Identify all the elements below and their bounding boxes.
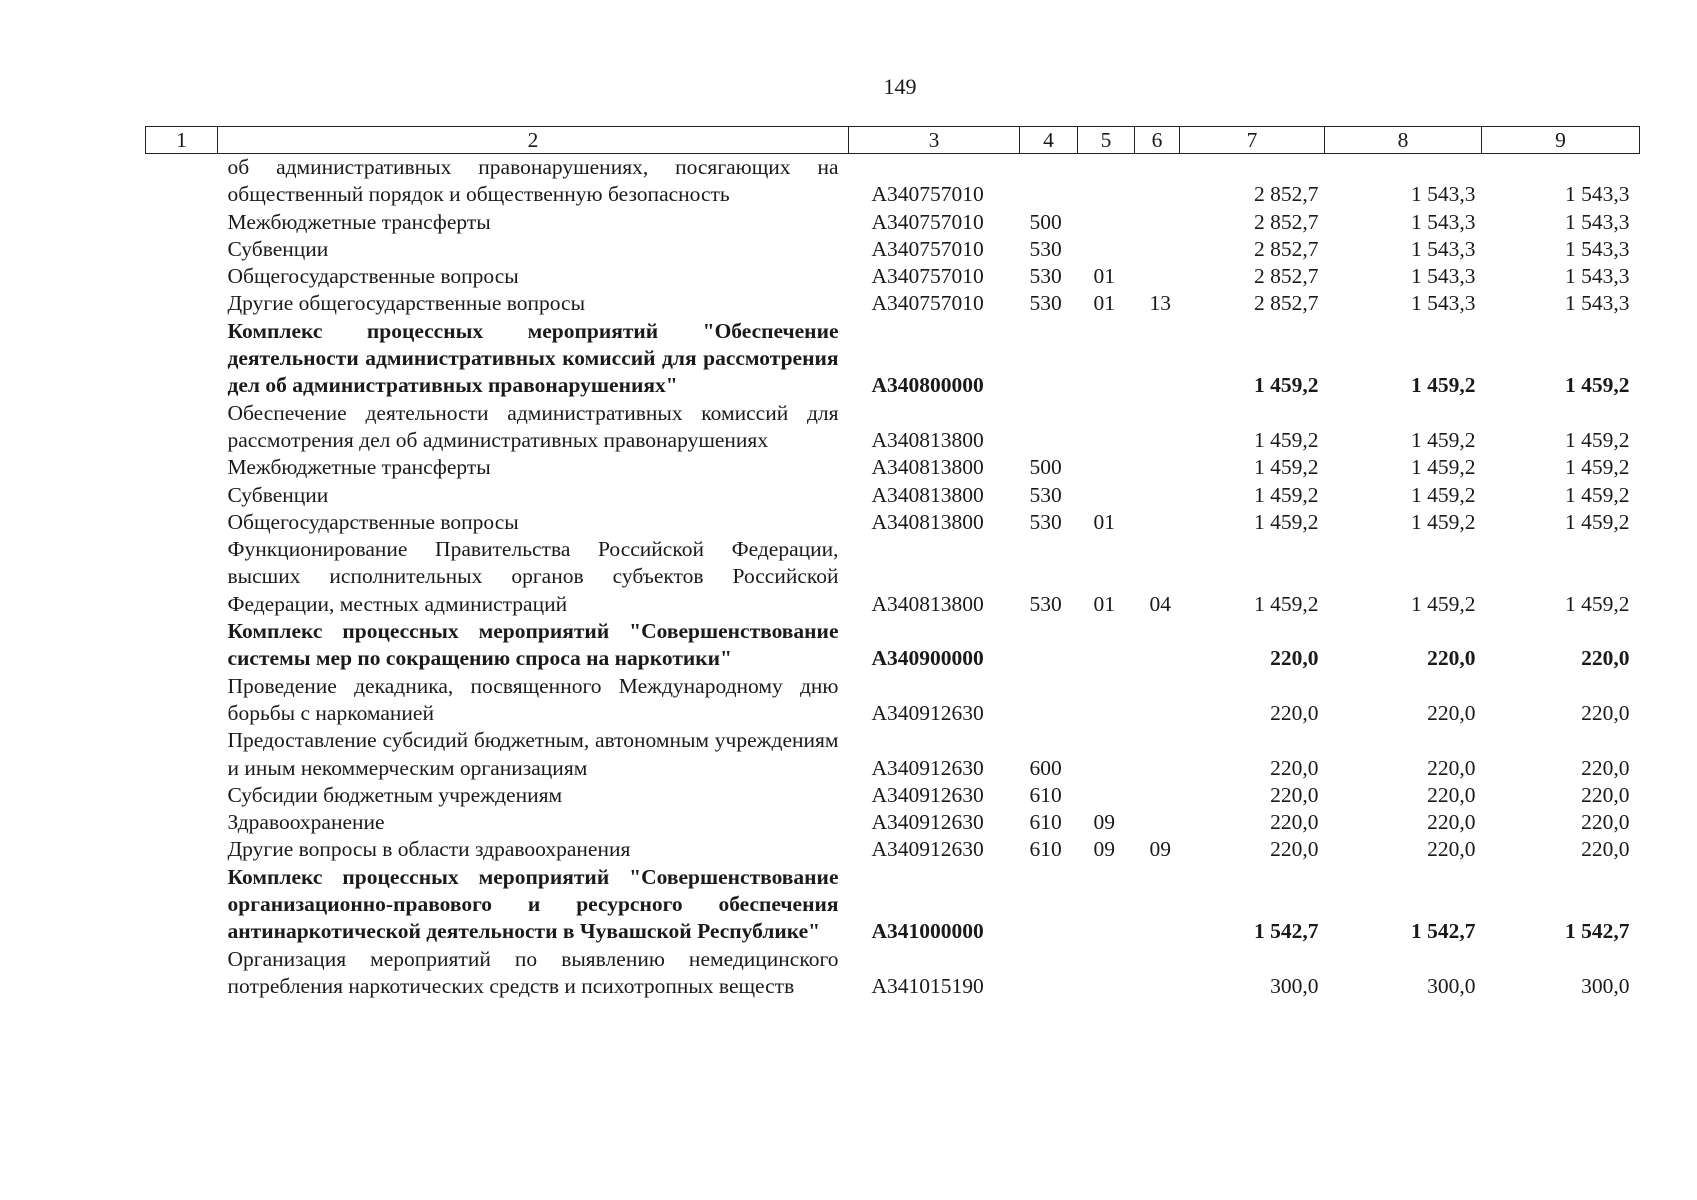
section-code bbox=[1078, 400, 1135, 455]
blank-cell bbox=[146, 290, 218, 317]
amount-year-3: 220,0 bbox=[1581, 700, 1630, 725]
amount-year-1: 2 852,7 bbox=[1254, 291, 1319, 316]
amount-year-1: 220,0 bbox=[1270, 837, 1319, 862]
amount-year-2: 1 459,2 bbox=[1411, 509, 1476, 534]
amount-year-2: 220,0 bbox=[1427, 782, 1476, 807]
table-row bbox=[146, 536, 1640, 618]
section-code: 01 bbox=[1093, 291, 1115, 316]
table-row bbox=[146, 236, 1640, 263]
subsection-code bbox=[1135, 318, 1180, 400]
column-header: 2 bbox=[218, 127, 849, 154]
table-row bbox=[146, 318, 1640, 400]
blank-cell bbox=[146, 946, 218, 1001]
subsection-code bbox=[1135, 673, 1180, 728]
section-code: 01 bbox=[1093, 509, 1115, 534]
target-article-code: А340757010 bbox=[871, 209, 984, 234]
expense-type-code bbox=[1020, 318, 1078, 400]
blank-cell bbox=[146, 154, 218, 209]
table-row bbox=[146, 509, 1640, 536]
subsection-code: 09 bbox=[1149, 837, 1171, 862]
subsection-code bbox=[1135, 782, 1180, 809]
row-name: Субсидии бюджетным учреждениям bbox=[227, 782, 563, 807]
amount-year-2: 1 543,3 bbox=[1411, 209, 1476, 234]
target-article-code: А340912630 bbox=[871, 700, 984, 725]
target-article-code: А340813800 bbox=[871, 591, 984, 616]
table-row bbox=[146, 400, 1640, 455]
expense-type-code bbox=[1020, 673, 1078, 728]
target-article-code: А340813800 bbox=[871, 482, 984, 507]
target-article-code: А340757010 bbox=[871, 264, 984, 289]
table-row bbox=[146, 782, 1640, 809]
row-name: Функционирование Правительства Российской Федерации, высших исполнительных органов субъектов Российской Федерации, местных администраций bbox=[227, 537, 839, 616]
amount-year-1: 300,0 bbox=[1270, 973, 1319, 998]
row-name: об административных правонарушениях, посягающих на общественный порядок и общественную безопасность bbox=[227, 155, 839, 207]
row-name: Субвенции bbox=[227, 482, 329, 507]
expense-type-code: 600 bbox=[1029, 755, 1062, 780]
amount-year-3: 1 543,3 bbox=[1565, 182, 1630, 207]
amount-year-2: 1 543,3 bbox=[1411, 236, 1476, 261]
subsection-code bbox=[1135, 454, 1180, 481]
section-code bbox=[1078, 864, 1135, 946]
row-name: Общегосударственные вопросы bbox=[227, 264, 519, 289]
amount-year-2: 220,0 bbox=[1427, 646, 1476, 671]
amount-year-2: 1 542,7 bbox=[1411, 919, 1476, 944]
column-header: 8 bbox=[1325, 127, 1482, 154]
subsection-code bbox=[1135, 482, 1180, 509]
target-article-code: А340757010 bbox=[871, 182, 984, 207]
blank-cell bbox=[146, 263, 218, 290]
expense-type-code bbox=[1020, 400, 1078, 455]
expense-type-code: 610 bbox=[1029, 810, 1062, 835]
blank-cell bbox=[146, 618, 218, 673]
target-article-code: А340757010 bbox=[871, 236, 984, 261]
table-row bbox=[146, 727, 1640, 782]
amount-year-2: 1 543,3 bbox=[1411, 264, 1476, 289]
section-code: 01 bbox=[1093, 591, 1115, 616]
amount-year-3: 220,0 bbox=[1581, 646, 1630, 671]
row-name: Другие общегосударственные вопросы bbox=[227, 291, 586, 316]
row-name: Комплекс процессных мероприятий "Совершенствование организационно-правового и ресурсного обеспечения антинаркотической деятельности в Чувашской Республике" bbox=[227, 864, 839, 944]
amount-year-1: 1 459,2 bbox=[1254, 427, 1319, 452]
column-header: 1 bbox=[146, 127, 218, 154]
subsection-code bbox=[1135, 509, 1180, 536]
row-name: Комплекс процессных мероприятий "Обеспечение деятельности административных комиссий для рассмотрения дел об административных правонарушениях" bbox=[227, 318, 839, 398]
subsection-code: 13 bbox=[1149, 291, 1171, 316]
row-name: Комплекс процессных мероприятий "Совершенствование системы мер по сокращению спроса на наркотики" bbox=[227, 619, 839, 671]
expense-type-code bbox=[1020, 946, 1078, 1001]
table-row bbox=[146, 809, 1640, 836]
table-row bbox=[146, 836, 1640, 863]
column-header: 5 bbox=[1078, 127, 1135, 154]
amount-year-3: 1 543,3 bbox=[1565, 209, 1630, 234]
expense-type-code: 530 bbox=[1029, 482, 1062, 507]
amount-year-1: 220,0 bbox=[1270, 646, 1319, 671]
table-body bbox=[146, 154, 1640, 1001]
expense-type-code bbox=[1020, 618, 1078, 673]
expense-type-code: 530 bbox=[1029, 291, 1062, 316]
amount-year-2: 1 459,2 bbox=[1411, 427, 1476, 452]
amount-year-2: 1 459,2 bbox=[1411, 373, 1476, 398]
section-code: 09 bbox=[1093, 837, 1115, 862]
subsection-code bbox=[1135, 618, 1180, 673]
table-row bbox=[146, 154, 1640, 209]
expense-type-code: 610 bbox=[1029, 837, 1062, 862]
blank-cell bbox=[146, 536, 218, 618]
column-header: 4 bbox=[1020, 127, 1078, 154]
section-code bbox=[1078, 782, 1135, 809]
subsection-code bbox=[1135, 263, 1180, 290]
table-row bbox=[146, 946, 1640, 1001]
row-name: Предоставление субсидий бюджетным, автономным учреждениям и иным некоммерческим организациям bbox=[227, 728, 839, 780]
column-header: 3 bbox=[849, 127, 1020, 154]
amount-year-3: 220,0 bbox=[1581, 755, 1630, 780]
target-article-code: А340813800 bbox=[871, 455, 984, 480]
section-code bbox=[1078, 727, 1135, 782]
amount-year-1: 1 459,2 bbox=[1254, 591, 1319, 616]
target-article-code: А341000000 bbox=[871, 919, 984, 944]
subsection-code bbox=[1135, 209, 1180, 236]
amount-year-3: 220,0 bbox=[1581, 837, 1630, 862]
row-name: Проведение декадника, посвященного Международному дню борьбы с наркоманией bbox=[227, 673, 839, 725]
expense-type-code: 610 bbox=[1029, 782, 1062, 807]
row-name: Обеспечение деятельности административных комиссий для рассмотрения дел об административных правонарушениях bbox=[227, 400, 839, 452]
expense-type-code: 500 bbox=[1029, 455, 1062, 480]
table-row bbox=[146, 209, 1640, 236]
target-article-code: А340912630 bbox=[871, 755, 984, 780]
amount-year-3: 1 543,3 bbox=[1565, 264, 1630, 289]
subsection-code bbox=[1135, 809, 1180, 836]
subsection-code bbox=[1135, 864, 1180, 946]
table-row bbox=[146, 618, 1640, 673]
subsection-code bbox=[1135, 236, 1180, 263]
section-code bbox=[1078, 454, 1135, 481]
blank-cell bbox=[146, 454, 218, 481]
blank-cell bbox=[146, 509, 218, 536]
blank-cell bbox=[146, 482, 218, 509]
amount-year-1: 1 459,2 bbox=[1254, 455, 1319, 480]
amount-year-1: 220,0 bbox=[1270, 700, 1319, 725]
amount-year-3: 1 543,3 bbox=[1565, 291, 1630, 316]
row-name: Здравоохранение bbox=[227, 810, 385, 835]
blank-cell bbox=[146, 727, 218, 782]
expense-type-code: 530 bbox=[1029, 509, 1062, 534]
target-article-code: А340912630 bbox=[871, 782, 984, 807]
subsection-code bbox=[1135, 154, 1180, 209]
target-article-code: А340912630 bbox=[871, 810, 984, 835]
section-code bbox=[1078, 946, 1135, 1001]
blank-cell bbox=[146, 318, 218, 400]
amount-year-3: 1 459,2 bbox=[1565, 455, 1630, 480]
section-code bbox=[1078, 673, 1135, 728]
target-article-code: А340813800 bbox=[871, 427, 984, 452]
expense-type-code: 530 bbox=[1029, 236, 1062, 261]
table-row bbox=[146, 290, 1640, 317]
amount-year-2: 1 459,2 bbox=[1411, 455, 1476, 480]
table-row bbox=[146, 482, 1640, 509]
amount-year-3: 1 459,2 bbox=[1565, 482, 1630, 507]
amount-year-2: 220,0 bbox=[1427, 700, 1476, 725]
target-article-code: А340757010 bbox=[871, 291, 984, 316]
amount-year-2: 220,0 bbox=[1427, 755, 1476, 780]
amount-year-2: 1 543,3 bbox=[1411, 291, 1476, 316]
expense-type-code: 500 bbox=[1029, 209, 1062, 234]
target-article-code: А341015190 bbox=[871, 973, 984, 998]
section-code bbox=[1078, 482, 1135, 509]
target-article-code: А340813800 bbox=[871, 509, 984, 534]
section-code bbox=[1078, 236, 1135, 263]
blank-cell bbox=[146, 400, 218, 455]
section-code bbox=[1078, 618, 1135, 673]
amount-year-3: 1 543,3 bbox=[1565, 236, 1630, 261]
section-code bbox=[1078, 318, 1135, 400]
budget-table bbox=[145, 126, 1640, 1000]
column-header: 7 bbox=[1180, 127, 1325, 154]
amount-year-1: 2 852,7 bbox=[1254, 264, 1319, 289]
expense-type-code: 530 bbox=[1029, 591, 1062, 616]
amount-year-1: 220,0 bbox=[1270, 782, 1319, 807]
amount-year-3: 1 459,2 bbox=[1565, 427, 1630, 452]
subsection-code bbox=[1135, 727, 1180, 782]
amount-year-2: 300,0 bbox=[1427, 973, 1476, 998]
column-header: 6 bbox=[1135, 127, 1180, 154]
blank-cell bbox=[146, 836, 218, 863]
amount-year-2: 220,0 bbox=[1427, 837, 1476, 862]
expense-type-code: 530 bbox=[1029, 264, 1062, 289]
target-article-code: А340800000 bbox=[871, 373, 984, 398]
row-name: Организация мероприятий по выявлению немедицинского потребления наркотических средств и психотропных веществ bbox=[227, 946, 839, 998]
amount-year-2: 1 543,3 bbox=[1411, 182, 1476, 207]
row-name: Субвенции bbox=[227, 236, 329, 261]
table-row bbox=[146, 864, 1640, 946]
blank-cell bbox=[146, 782, 218, 809]
blank-cell bbox=[146, 209, 218, 236]
amount-year-2: 1 459,2 bbox=[1411, 482, 1476, 507]
page-number: 149 bbox=[883, 74, 917, 99]
target-article-code: А340912630 bbox=[871, 837, 984, 862]
blank-cell bbox=[146, 236, 218, 263]
row-name: Другие вопросы в области здравоохранения bbox=[227, 837, 631, 862]
subsection-code: 04 bbox=[1149, 591, 1171, 616]
amount-year-3: 1 459,2 bbox=[1565, 373, 1630, 398]
expense-type-code bbox=[1020, 154, 1078, 209]
amount-year-2: 220,0 bbox=[1427, 810, 1476, 835]
row-name: Межбюджетные трансферты bbox=[227, 209, 491, 234]
subsection-code bbox=[1135, 400, 1180, 455]
section-code: 09 bbox=[1093, 810, 1115, 835]
amount-year-3: 220,0 bbox=[1581, 810, 1630, 835]
section-code: 01 bbox=[1093, 264, 1115, 289]
section-code bbox=[1078, 209, 1135, 236]
amount-year-1: 1 542,7 bbox=[1254, 919, 1319, 944]
amount-year-3: 300,0 bbox=[1581, 973, 1630, 998]
column-header: 9 bbox=[1482, 127, 1640, 154]
subsection-code bbox=[1135, 946, 1180, 1001]
amount-year-2: 1 459,2 bbox=[1411, 591, 1476, 616]
amount-year-3: 1 542,7 bbox=[1565, 919, 1630, 944]
expense-type-code bbox=[1020, 864, 1078, 946]
blank-cell bbox=[146, 673, 218, 728]
amount-year-3: 1 459,2 bbox=[1565, 591, 1630, 616]
section-code bbox=[1078, 154, 1135, 209]
table-row bbox=[146, 454, 1640, 481]
amount-year-1: 1 459,2 bbox=[1254, 373, 1319, 398]
amount-year-1: 2 852,7 bbox=[1254, 236, 1319, 261]
row-name: Общегосударственные вопросы bbox=[227, 509, 519, 534]
amount-year-1: 1 459,2 bbox=[1254, 482, 1319, 507]
blank-cell bbox=[146, 864, 218, 946]
amount-year-1: 2 852,7 bbox=[1254, 209, 1319, 234]
amount-year-1: 220,0 bbox=[1270, 810, 1319, 835]
row-name: Межбюджетные трансферты bbox=[227, 455, 491, 480]
table-row bbox=[146, 673, 1640, 728]
table-row bbox=[146, 263, 1640, 290]
column-number-header bbox=[146, 127, 1640, 154]
amount-year-1: 220,0 bbox=[1270, 755, 1319, 780]
amount-year-3: 220,0 bbox=[1581, 782, 1630, 807]
amount-year-1: 1 459,2 bbox=[1254, 509, 1319, 534]
blank-cell bbox=[146, 809, 218, 836]
amount-year-1: 2 852,7 bbox=[1254, 182, 1319, 207]
target-article-code: А340900000 bbox=[871, 646, 984, 671]
amount-year-3: 1 459,2 bbox=[1565, 509, 1630, 534]
